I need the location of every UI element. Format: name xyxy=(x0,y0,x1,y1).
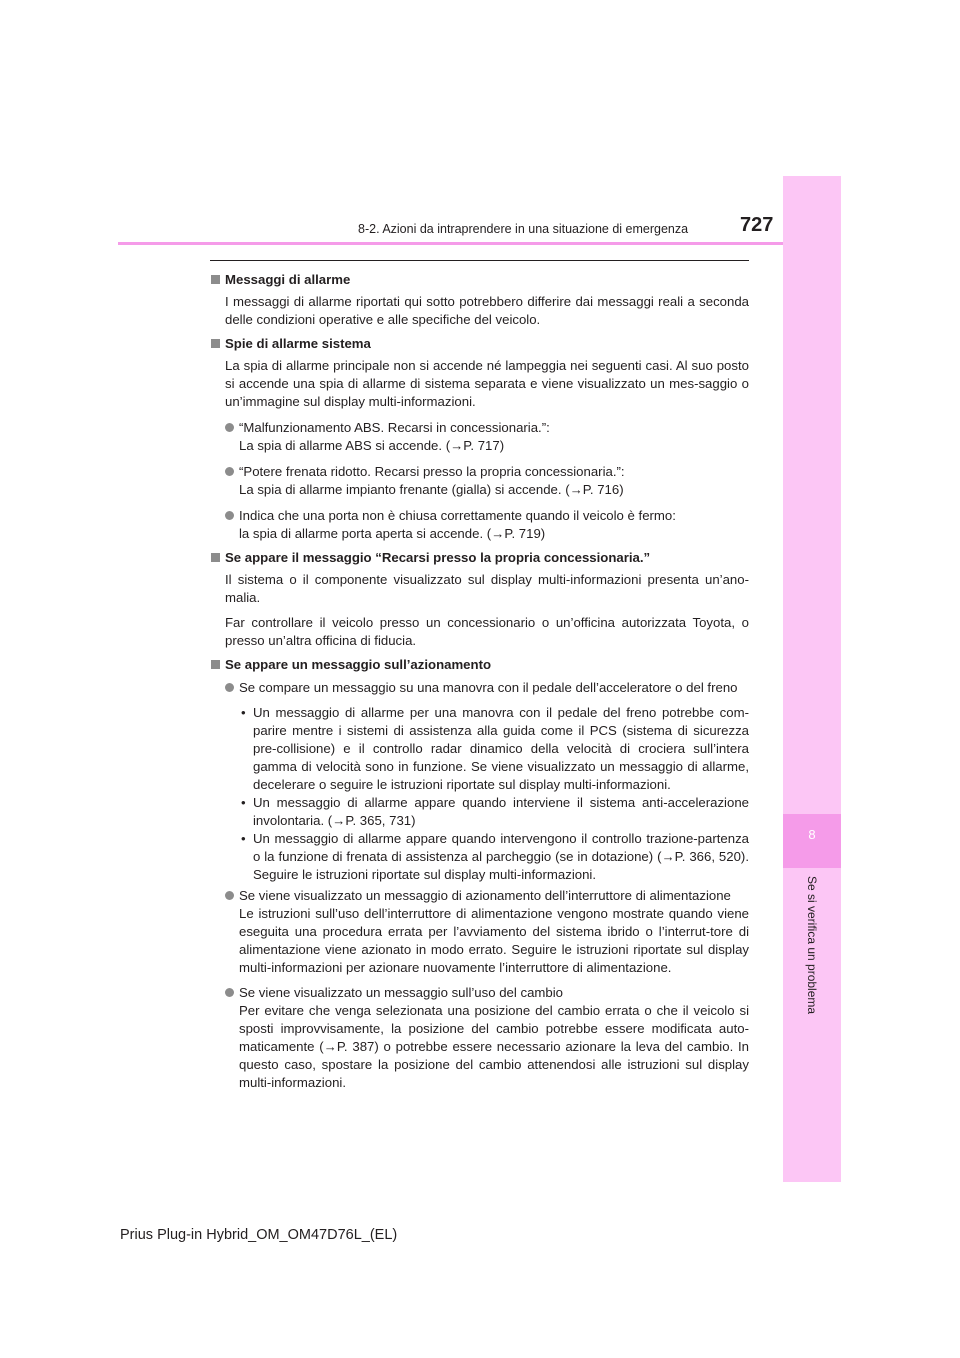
chapter-number: 8 xyxy=(808,827,816,842)
bullet-item xyxy=(211,887,749,977)
paragraph: I messaggi di allarme riportati qui sotto potrebbero differire dai messaggi reali a seconda delle condizioni operative e alle specifiche del veicolo. xyxy=(225,294,749,327)
bullet-item xyxy=(211,984,749,1092)
bullet-line: “Potere frenata ridotto. Recarsi presso la propria concessionaria.”: xyxy=(239,464,625,479)
bullet-line: Se viene visualizzato un messaggio di azionamento dell’interruttore di alimentazione xyxy=(239,888,731,903)
bullet-line: la spia di allarme porta aperta si accende. (→P. 719) xyxy=(239,526,546,541)
heading-warning-messages: Messaggi di allarme xyxy=(211,271,749,289)
bullet-item xyxy=(211,419,749,455)
sub-bullet-text: Un messaggio di allarme appare quando intervengono il controllo trazione-partenza o la funzione di frenata di assistenza al parcheggio (se in dotazione) (→P. 366, 520). Seguire le istruzioni riportate sul display multi-informazioni. xyxy=(253,831,749,882)
bullet-line: Indica che una porta non è chiusa correttamente quando il veicolo è fermo: xyxy=(239,508,676,523)
bullet-line: La spia di allarme ABS si accende. (→P. 717) xyxy=(239,438,505,453)
bullet-line: “Malfunzionamento ABS. Recarsi in concessionaria.”: xyxy=(239,420,550,435)
paragraph: Far controllare il veicolo presso un concessionario o un’officina autorizzata Toyota, o presso un’altra officina di fiducia. xyxy=(225,615,749,648)
content-top-rule xyxy=(210,260,749,261)
paragraph: La spia di allarme principale non si accende né lampeggia nei seguenti casi. Al suo posto si accende una spia di allarme di sistema separata e viene visualizzato un mes-saggio o un’immagine sul display multi-informazioni. xyxy=(225,358,749,409)
sub-bullet-text: Un messaggio di allarme appare quando interviene il sistema anti-accelerazione involontaria. (→P. 365, 731) xyxy=(253,795,749,828)
page-content xyxy=(211,267,749,1092)
sub-bullet-marker: • xyxy=(241,795,246,810)
sub-bullet-item xyxy=(211,830,749,884)
heading-operation-message: Se appare un messaggio sull’azionamento xyxy=(211,656,749,674)
paragraph: Il sistema o il componente visualizzato sul display multi-informazioni presenta un’ano-malia. xyxy=(225,572,749,605)
sub-bullet-text: Un messaggio di allarme per una manovra con il pedale del freno potrebbe com-parire mentre i sistemi di assistenza alla guida come il PCS (sistema di sicurezza pre-collisione) e il controllo radar dinamico della velocità di crociera sull’intera gamma di velocità sono in funzione. Se viene visualizzato un messaggio di allarme, decelerare o seguire le istruzioni riportate sul display multi-informazioni. xyxy=(253,705,749,792)
sub-bullet-item xyxy=(211,794,749,830)
bullet-line: La spia di allarme impianto frenante (gialla) si accende. (→P. 716) xyxy=(239,482,624,497)
header-rule xyxy=(118,242,783,245)
sub-bullet-marker: • xyxy=(241,831,246,846)
bullet-line: Le istruzioni sull’uso dell’interruttore di alimentazione vengono mostrate quando viene eseguita una procedura errata per l’avviamento del sistema ibrido o l’interrut-tore di alimentazione viene azionato in modo errato. Seguire le istruzioni riportate sul display multi-informazioni per azionare nuovamente l’interruttore di alimentazione. xyxy=(239,906,749,975)
heading-dealer-message: Se appare il messaggio “Recarsi presso la propria concessionaria.” xyxy=(211,549,749,567)
bullet-item: Se compare un messaggio su una manovra con il pedale dell’acceleratore o del freno xyxy=(211,679,749,697)
footer-manual-code: Prius Plug-in Hybrid_OM_OM47D76L_(EL) xyxy=(120,1227,398,1243)
page-number: 727 xyxy=(740,214,774,236)
bullet-item xyxy=(211,507,749,543)
sub-bullet-marker: • xyxy=(241,705,246,720)
section-header: 8-2. Azioni da intraprendere in una situazione di emergenza xyxy=(358,222,689,236)
heading-system-warning-lights: Spie di allarme sistema xyxy=(211,335,749,353)
sub-bullet-item xyxy=(211,704,749,794)
bullet-line: Per evitare che venga selezionata una posizione del cambio errata o che il veicolo si sposti improvvisamente, la posizione del cambio potrebbe essere modificata auto-maticamente (→P. 387) o potrebbe essere necessario azionare la leva del cambio. In questo caso, spostare la posizione del cambio attenendosi alle istruzioni sul display multi-informazioni. xyxy=(239,1003,749,1090)
bullet-item xyxy=(211,463,749,499)
chapter-title: Se si verifica un problema xyxy=(805,876,819,1015)
chapter-side-tab xyxy=(783,176,841,1182)
bullet-line: Se viene visualizzato un messaggio sull’uso del cambio xyxy=(239,985,564,1000)
